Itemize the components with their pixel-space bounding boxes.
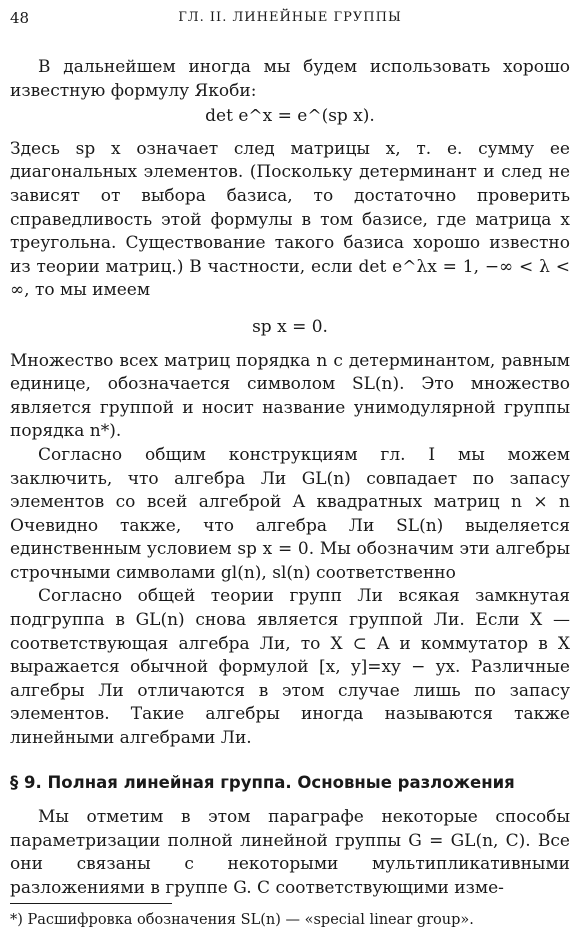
paragraph-trace: Здесь sp x означает след матрицы x, т. е. сумму ее диагональных элементов. (Поскольку детерминант и след не зависят от выбора базиса, то достаточно проверить справедливость этой формулы в том базисе, где матрица x треугольна. Существование такого базиса хорошо известно из теории матриц.) В частности, если det e^λx = 1, −∞ < λ < ∞, то мы имеем — [10, 138, 570, 301]
jacobi-formula: det e^x = e^(sp x). — [205, 106, 375, 127]
page-number: 48 — [10, 9, 30, 27]
footnote: *) Расшифровка обозначения SL(n) — «special linear group». — [10, 912, 474, 928]
section-heading: § 9. Полная линейная группа. Основные разложения — [10, 772, 515, 792]
paragraph-lie-algebras: Согласно общим конструкциям гл. I мы можем заключить, что алгебра Ли GL(n) совпадает по запасу элементов со всей алгеброй A квадратных матриц n × n Очевидно также, что алгебра Ли SL(n) выделяется единственным условием sp x = 0. Мы обозначим эти алгебры строчными символами gl(n), sl(n) соответственно — [10, 444, 570, 583]
running-header — [10, 9, 570, 33]
paragraph-intro: В дальнейшем иногда мы будем использовать хорошо известную формулу Якоби: — [10, 57, 570, 101]
paragraph-sl-definition: Множество всех матриц порядка n с детерминантом, равным единице, обозначается символом SL(n). Это множество является группой и носит название унимодулярной группы порядка n*). — [10, 350, 570, 442]
running-title: ГЛ. II. ЛИНЕЙНЫЕ ГРУППЫ — [178, 10, 402, 25]
main-text — [10, 56, 570, 901]
paragraph-section-intro: Мы отметим в этом параграфе некоторые способы параметризации полной линейной группы G = GL(n, C). Все они связаны с некоторыми мультипликативными разложениями в группе G. С соответствующими изме- — [10, 807, 570, 898]
paragraph-subgroups: Согласно общей теории групп Ли всякая замкнутая подгруппа в GL(n) снова является группой Ли. Если X — соответствующая алгебра Ли, то X ⊂ A и коммутатор в X выражается обычной формулой [x, y]=xy − yx. Различные алгебры Ли отличаются в этом случае лишь по запасу элементов. Такие алгебры иногда называются также линейными алгебрами Ли. — [10, 586, 570, 749]
footnote-rule — [10, 903, 172, 904]
trace-zero-formula: sp x = 0. — [252, 316, 328, 337]
